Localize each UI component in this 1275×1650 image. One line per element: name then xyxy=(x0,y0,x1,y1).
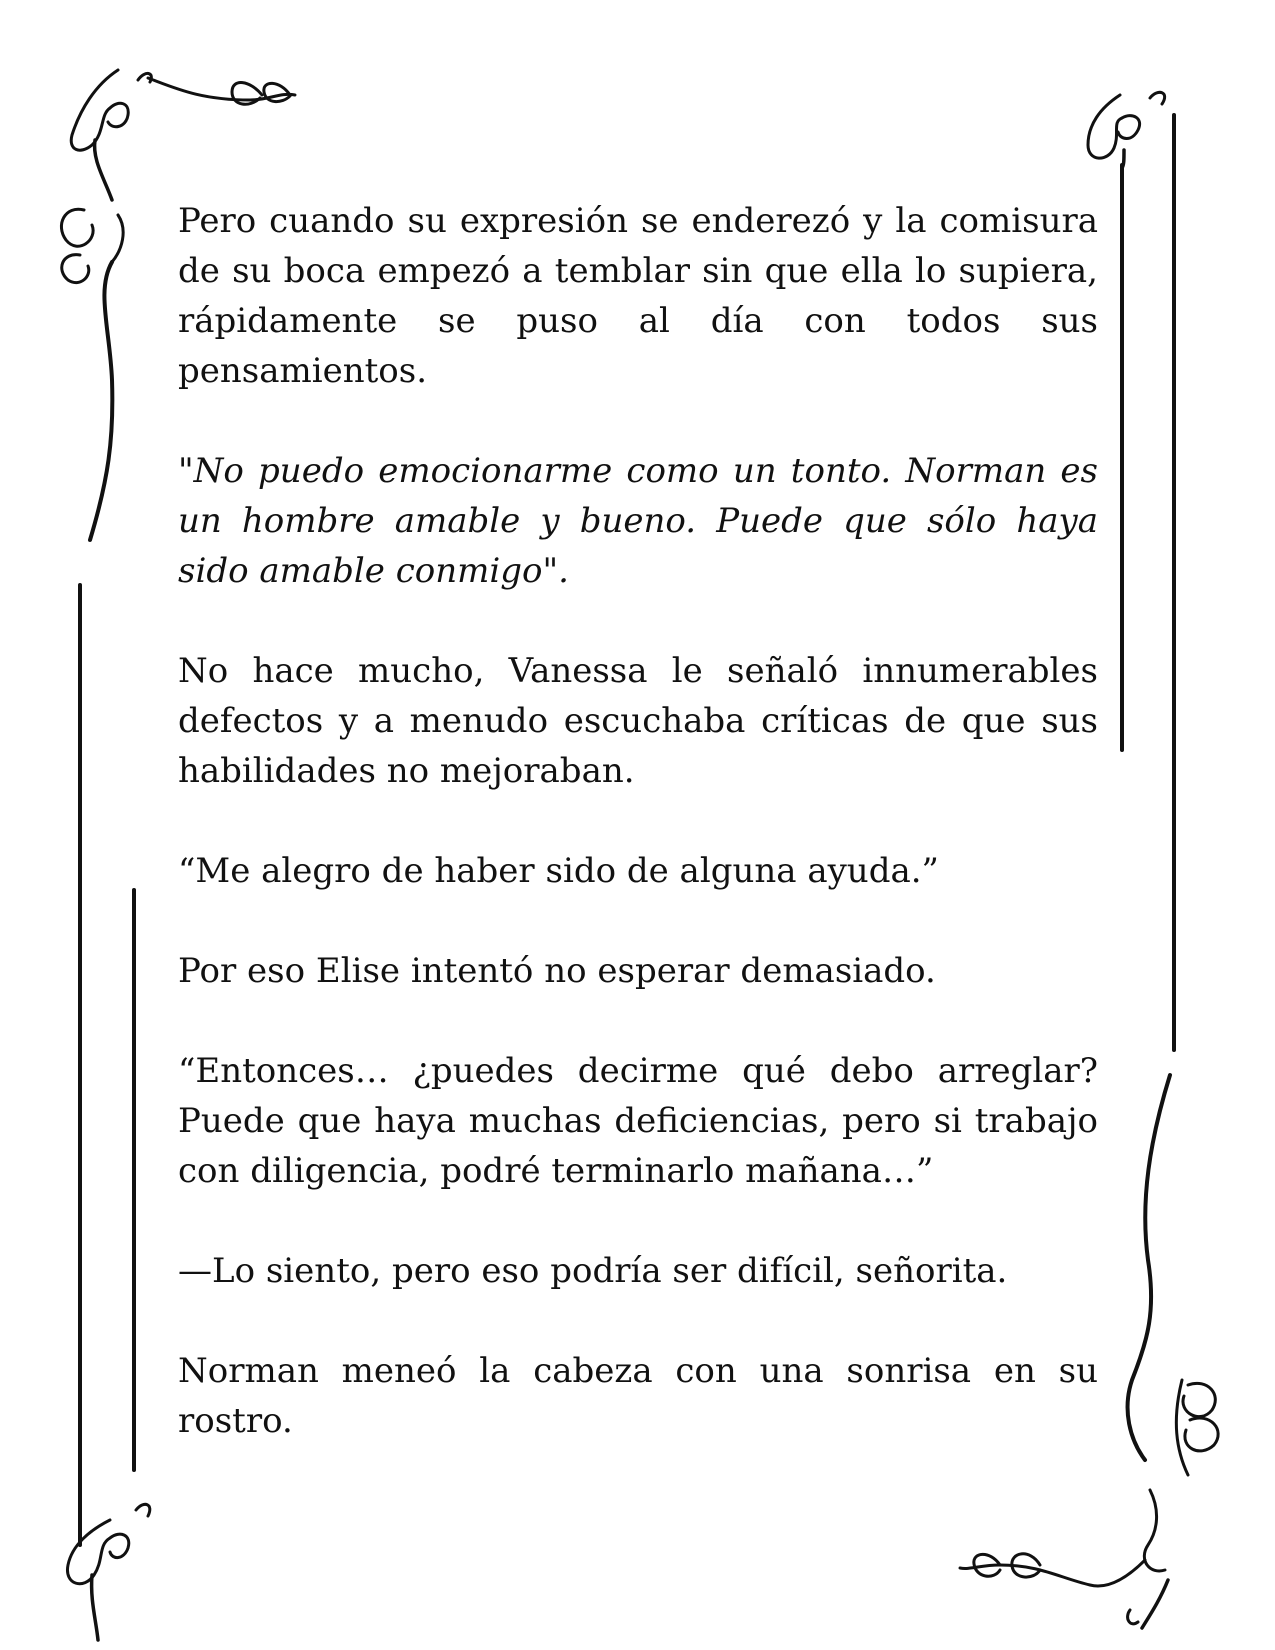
paragraph-dialogue: —Lo siento, pero eso podría ser difícil, señorita. xyxy=(178,1251,1008,1291)
bottom-right-flourish-icon xyxy=(960,1490,1168,1628)
paragraph-dialogue: “Entonces… ¿puedes decirme qué debo arreglar? Puede que haya muchas deficiencias, pero si trabajo con diligencia, podré terminarlo mañana…” xyxy=(178,1051,1098,1191)
right-spiral-flourish-icon xyxy=(1176,1380,1218,1475)
bottom-left-flourish-icon xyxy=(67,1504,149,1640)
paragraph: No hace mucho, Vanessa le señaló innumerables defectos y a menudo escuchaba críticas de que sus habilidades no mejoraban. xyxy=(178,651,1098,791)
paragraph: Por eso Elise intentó no esperar demasiado. xyxy=(178,951,936,991)
top-right-flourish-icon xyxy=(1088,92,1165,168)
paragraph-dialogue: “Me alegro de haber sido de alguna ayuda.” xyxy=(178,851,939,891)
paragraph-italic-thought: "No puedo emocionarme como un tonto. Norman es un hombre amable y bueno. Puede que sólo haya sido amable conmigo". xyxy=(178,451,1098,591)
paragraph: Pero cuando su expresión se enderezó y la comisura de su boca empezó a temblar sin que ella lo supiera, rápidamente se puso al día con todos sus pensamientos. xyxy=(178,201,1098,391)
text-column xyxy=(178,196,1098,1496)
right-curved-stem xyxy=(1128,1075,1170,1460)
paragraph: Norman meneó la cabeza con una sonrisa en su rostro. xyxy=(178,1351,1098,1441)
